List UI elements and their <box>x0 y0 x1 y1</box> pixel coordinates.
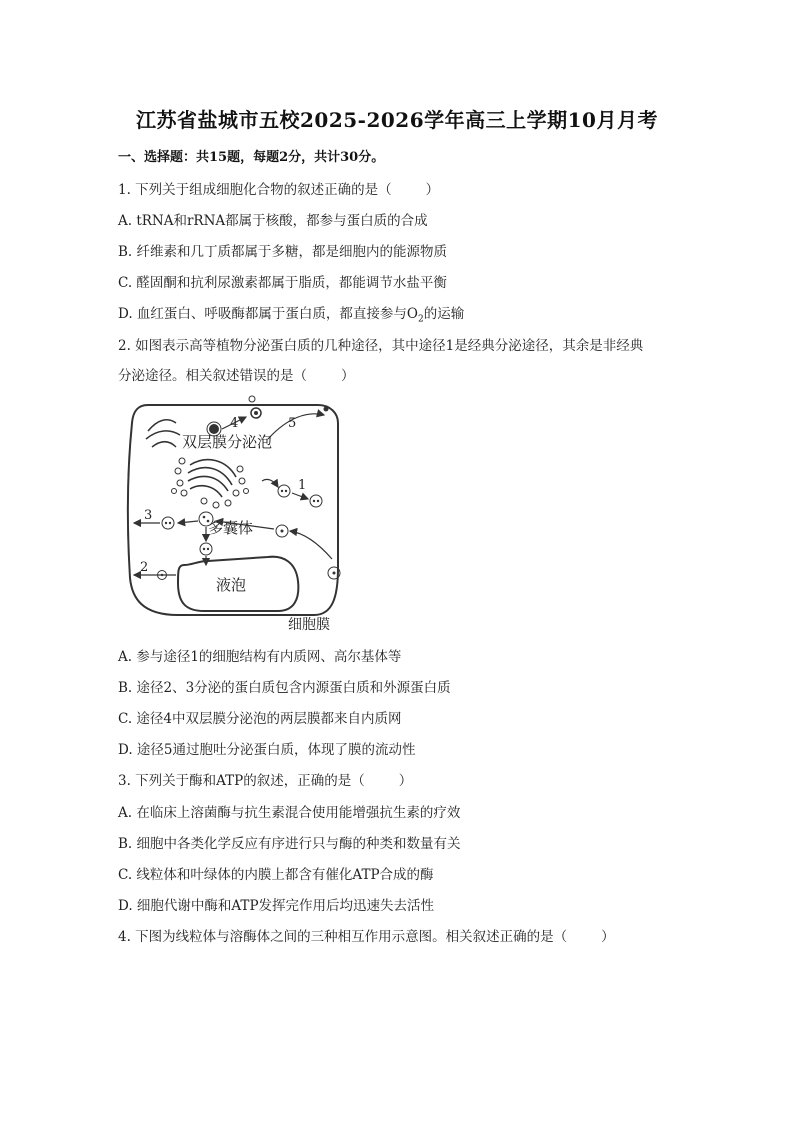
double-membrane-vesicle-label: 双层膜分泌泡 <box>182 433 273 451</box>
pathway-1-vesicle-a <box>278 485 290 497</box>
pathway-1-arrow <box>262 479 278 487</box>
question-2-option-d: D. 途径5通过胞吐分泌蛋白质，体现了膜的流动性 <box>118 742 416 758</box>
question-3-option-c: C. 线粒体和叶绿体的内膜上都含有催化ATP合成的酶 <box>118 867 434 883</box>
released-protein-5 <box>324 407 329 412</box>
pathway-4-number: 4 <box>230 416 239 431</box>
question-4-stem: 4. 下图为线粒体与溶酶体之间的三种相互作用示意图。相关叙述正确的是（ ） <box>118 929 615 945</box>
question-1-option-d: D. 血红蛋白、呼吸酶都属于蛋白质，都直接参与$O_2$的运输 <box>118 306 465 325</box>
vesicle-fusing-core <box>254 411 258 415</box>
golgi-vesicles <box>172 458 249 508</box>
endoplasmic-reticulum <box>146 420 180 447</box>
pathway-3-number: 3 <box>144 508 153 523</box>
golgi-apparatus <box>188 460 236 497</box>
pathway-5-number: 5 <box>288 416 297 431</box>
question-2-option-c: C. 途径4中双层膜分泌泡的两层膜都来自内质网 <box>118 711 402 727</box>
cell-membrane-label: 细胞膜 <box>288 617 330 633</box>
released-vesicle-top <box>249 396 255 402</box>
question-2-stem-line2: 分泌途径。相关叙述错误的是（ ） <box>118 368 355 384</box>
question-3-option-a: A. 在临床上溶菌酶与抗生素混合使用能增强抗生素的疗效 <box>118 805 461 821</box>
endocytosis-arrow <box>290 531 332 559</box>
question-3-stem: 3. 下列关于酶和ATP的叙述，正确的是（ ） <box>118 773 413 789</box>
section-heading: 一、选择题：共15题，每题2分，共计30分。 <box>118 150 385 165</box>
question-2-option-b: B. 途径2、3分泌的蛋白质包含内源蛋白质和外源蛋白质 <box>118 680 451 696</box>
vesicle-to-vacuole <box>200 543 212 555</box>
multivesicular-body-label: 多囊体 <box>208 519 254 537</box>
secretion-pathways-figure <box>118 393 354 633</box>
question-3-option-b: B. 细胞中各类化学反应有序进行只与酶的种类和数量有关 <box>118 836 461 852</box>
question-3-option-d: D. 细胞代谢中酶和ATP发挥完作用后均迅速失去活性 <box>118 898 435 914</box>
question-1-option-b: B. 纤维素和几丁质都属于多糖，都是细胞内的能源物质 <box>118 244 448 260</box>
pathway-1-vesicle-b <box>310 495 322 507</box>
question-1-stem: 1. 下列关于组成细胞化合物的叙述正确的是（ ） <box>118 182 440 198</box>
question-1-option-c: C. 醛固酮和抗利尿激素都属于脂质，都能调节水盐平衡 <box>118 275 447 291</box>
page-title: 江苏省盐城市五校2025-2026学年高三上学期10月月考 <box>136 108 658 132</box>
question-1-option-a: A. tRNA和rRNA都属于核酸，都参与蛋白质的合成 <box>118 213 428 229</box>
pathway-3-vesicle <box>162 517 174 529</box>
vacuole-label: 液泡 <box>216 576 247 594</box>
pathway-3-arrow-a <box>178 521 198 523</box>
pathway-2-number: 2 <box>140 560 149 575</box>
pathway-1-number: 1 <box>298 478 307 493</box>
question-2-stem-line1: 2. 如图表示高等植物分泌蛋白质的几种途径，其中途径1是经典分泌途径，其余是非经典 <box>118 338 644 354</box>
question-2-option-a: A. 参与途径1的细胞结构有内质网、高尔基体等 <box>118 649 402 665</box>
